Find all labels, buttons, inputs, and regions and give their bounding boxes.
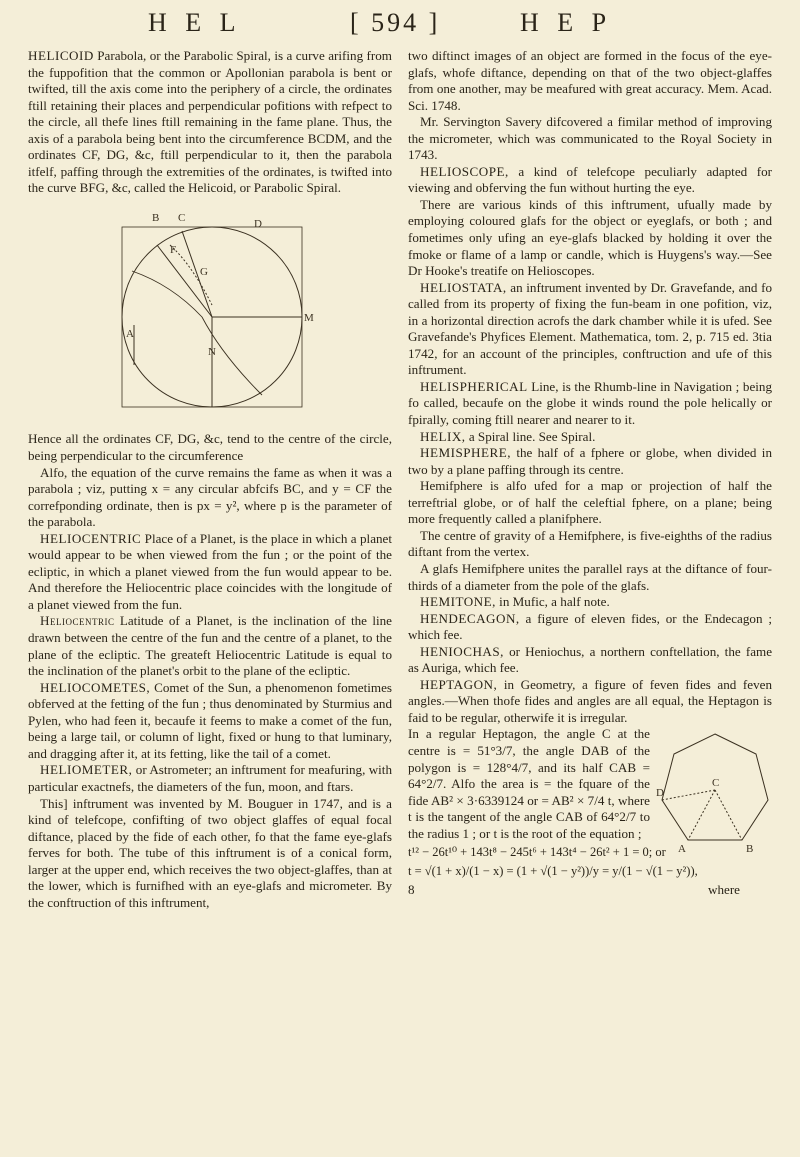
headword: HEMISPHERE, [420, 445, 511, 461]
paragraph: In a regular Heptagon, the angle C at the centre is = 51°3/7, the angle DAB of the polygon is = 128°4/7, and its half CAB = 64°2/7. Alfo the area is = the fquare of the fide AB² × 3·6339124 or = AB² × 7/4 t, where t is the tangent of the angle CAB of 64°2/7 to the radius 1 ; or t is the root of the equation ; [408, 726, 650, 841]
paragraph: Alfo, the equation of the curve remains the fame as when it was a parabola ; viz, putting x = any circular abfcifs BC, and y = CF the correfponding ordinate, then is px = y², where p is the parameter of the parabola. [28, 464, 392, 530]
paragraph: There are various kinds of this inftrument, ufually made by employing coloured glafs for the object or eyeglafs, or both ; and fometimes only ufing an eye-glafs blacked by holding it over the fmoke or flame of a lamp or candle, which is Huygens's way.—See Dr Hooke's treatife on Helioscopes. [408, 196, 772, 279]
entry-helispherical [408, 379, 772, 429]
entry-hendecagon [408, 611, 772, 644]
headword: Heliocentric [40, 613, 115, 629]
entry-text: an inftrument invented by Dr. Gravefande, and fo called from its property of fixing the fun-beam in one pofition, viz, in a horizontal direction acrofs the dark chamber while it is ufed. See Gravefande's Phyfices Element. Mathematica, tom. 2, p. 715 ed. 3tia 1742, for an account of the principles, conftruction and ufe of this inftrument. [408, 279, 772, 378]
headword: HEPTAGON, [420, 676, 498, 692]
headword: HEMITONE, [420, 594, 496, 610]
label-d: D [656, 787, 664, 800]
signature-mark: 8 [408, 882, 415, 898]
entry-heniochas [408, 644, 772, 677]
label-c: C [178, 211, 186, 224]
paragraph: A glafs Hemifphere unites the parallel rays at the diftance of four-thirds of a diameter from the pole of the glafs. [408, 560, 772, 593]
label-b: B [152, 211, 160, 224]
entry-text: in Mufic, a half note. [495, 594, 610, 610]
headword: HELISPHERICAL [420, 378, 528, 394]
catchword: where [708, 882, 740, 898]
headword: HELIOSTATA, [420, 279, 507, 295]
entry-heliostata [408, 280, 772, 379]
entry-text: Place of a Planet, is the place in which a planet would appear to be when viewed from the fun ; or the point of the ecliptic, in which a planet viewed from the fun would appear to be. And therefore the Heliocentric place coincides with the longitude of a planet viewed from the fun. [28, 530, 392, 612]
running-head-left: H E L [148, 8, 242, 37]
entry-text: Comet of the Sun, a phenomenon fometimes obferved at the fetting of the fun ; thus denominated by Sturmius and Pylen, who had feen it, becaufe it feems to make a comet of the fun, being a large tail, or column of light, fixed or hung to that luminary, and dragging after it, at its fetting, like the tail of a comet. [28, 679, 392, 761]
paragraph: Hemifphere is alfo ufed for a map or projection of half the terreftrial globe, or of half the celeftial fphere, on a plane; being more frequently called a planifphere. [408, 478, 772, 527]
right-column [408, 48, 772, 899]
label-a: A [678, 843, 686, 856]
label-a: A [126, 327, 134, 340]
entry-hemisphere [408, 445, 772, 478]
left-column [28, 48, 392, 911]
label-d: D [254, 217, 262, 230]
entry-text: or Astrometer; an inftrument for meafuring, with particular exactnefs, the diameters of the fun, moon, and ftars. [28, 762, 392, 794]
equation-2: t = √(1 + x)/(1 − x) = (1 + √(1 − y²))/y = y/(1 − √(1 − y²)), [408, 864, 698, 879]
headword: HELIX, [420, 428, 466, 444]
paragraph: two diftinct images of an object are formed in the focus of the eye-glafs, whofe diftance, depending on that of the two object-glaffes from one another, may be meafured with great accuracy. Mem. Acad. Sci. 1748. [408, 48, 772, 113]
headword: HENIOCHAS, [420, 643, 504, 659]
entry-heptagon [408, 677, 772, 727]
entry-text: a figure of eleven fides, or the Endecagon ; which fee. [408, 610, 772, 643]
entry-heliocentric-place [28, 531, 392, 614]
headword: HELICOID [28, 48, 94, 63]
label-g: G [200, 265, 208, 278]
entry-heliocentric-latitude [28, 613, 392, 679]
entry-text: Latitude of a Planet, is the inclination of the line drawn between the centre of the fun and the centre of a planet, to the plane of the ecliptic. The greateft Heliocentric Latitude is equal to the inclination of the planet's orbit to the plane of the ecliptic. [28, 613, 392, 679]
entry-helioscope [408, 164, 772, 197]
entry-heliometer [28, 762, 392, 795]
headword: HELIOCOMETES, [40, 679, 151, 695]
label-n: N [208, 345, 216, 358]
page-number: [ 594 ] [350, 8, 441, 37]
label-m: M [304, 311, 314, 324]
helicoid-figure [112, 205, 312, 421]
entry-helicoid [28, 48, 392, 197]
running-head-right: H E P [520, 8, 613, 37]
entry-text: in Geometry, a figure of feven fides and feven angles.—When thofe fides and angles are all equal, the Heptagon is faid to be regular, otherwife it is irregular. [408, 676, 772, 725]
paragraph: Mr. Servington Savery difcovered a fimilar method of improving the micrometer, which was communicated to the Royal Society in 1743. [408, 114, 772, 163]
paragraph: The centre of gravity of a Hemifphere, is five-eighths of the radius diftant from the vertex. [408, 527, 772, 560]
headword: HELIOMETER, [40, 762, 133, 778]
paragraph: This] inftrument was invented by M. Bouguer in 1747, and is a kind of telefcope, confifting of two object glaffes of equal focal diftance, placed by the fide of each other, fo that the fame eye-glafs ferves for both. The tube of this inftrument is of a conical form, larger at the upper end, which receives the two object-glaffes, than at the lower, which is furnifhed with an eye-glafs and micrometer. By the conftruction of this inftrument, [28, 795, 392, 910]
heptagon-radius-b [715, 790, 742, 840]
entry-text: the half of a fphere or globe, when divided in two by a plane paffing through its centre. [408, 445, 772, 477]
label-c: C [712, 777, 720, 790]
entry-text: a kind of telefcope peculiarly adapted for viewing and obferving the fun without hurting the eye. [408, 163, 772, 196]
entry-text: Parabola, or the Parabolic Spiral, is a curve arifing from the fuppofition that the common or Apollonian parabola is bent or twifted, till the axis come into the periphery of a circle, the ordinates ftill retaining their places and perpendicular pofitions with refpect to the circle, all thefe lines ftill remaining in the fame plane. Thus, the axis of a parabola being bent into the circumference BCDM, and the ordinates CF, DG, &c, ftill perpendicular to it, then the parabola itfelf, paffing through the extremities of the ordinates, is twifted into the curve BFG, &c, called the Helicoid, or Parabolic Spiral. [28, 48, 392, 196]
entry-text: or Heniochus, a northern conftellation, the fame as Auriga, which fee. [408, 643, 772, 676]
label-f: F [170, 243, 177, 256]
entry-heliocometes [28, 680, 392, 763]
headword: HELIOCENTRIC [40, 530, 142, 546]
entry-text: a Spiral line. See Spiral. [465, 428, 596, 444]
heptagon-radius-d [662, 790, 715, 800]
heptagon-radius-a [688, 790, 715, 840]
figure-ordinate-cf [157, 245, 212, 317]
entry-text: Line, is the Rhumb-line in Navigation ; being fo called, becaufe on the globe it winds round the pole helically or fpirally, coming ftill nearer and nearer to it. [408, 378, 772, 428]
headword: HELIOSCOPE, [420, 163, 509, 179]
label-b: B [746, 843, 754, 856]
entry-hemitone [408, 594, 772, 611]
headword: HENDECAGON, [420, 610, 520, 626]
paragraph: Hence all the ordinates CF, DG, &c, tend to the centre of the circle, being perpendicular to the circumference [28, 431, 392, 464]
signature-line [408, 882, 772, 899]
heptagon-figure [656, 728, 774, 876]
figure-spiral [132, 271, 262, 395]
equation-1: t¹² − 26t¹⁰ + 143t⁸ − 245t⁶ + 143t⁴ − 26t² + 1 = 0; or [408, 845, 666, 860]
entry-helix [408, 429, 772, 446]
